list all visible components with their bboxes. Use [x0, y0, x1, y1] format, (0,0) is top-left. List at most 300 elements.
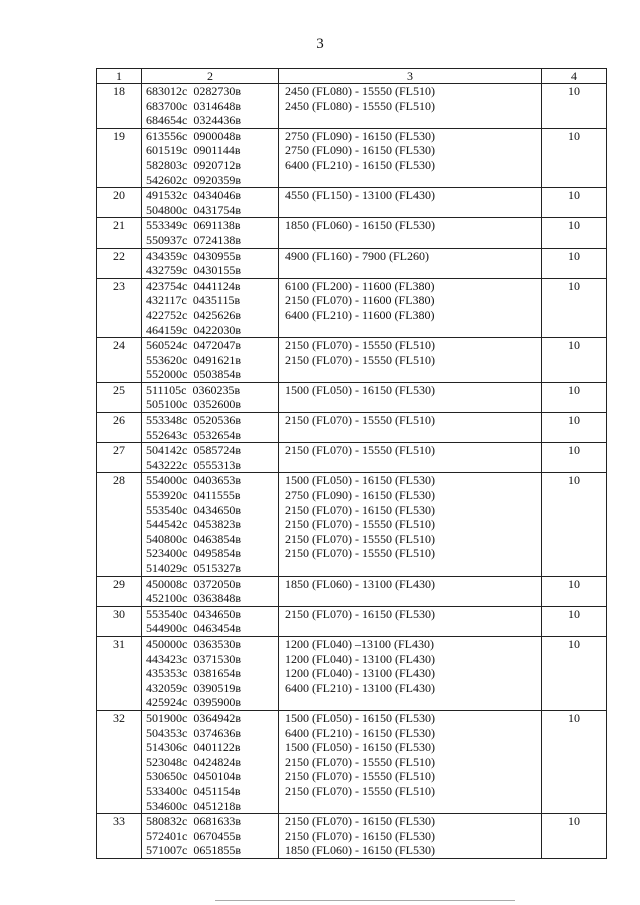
- coordinate-line: [142, 681, 278, 696]
- table-row: [97, 473, 607, 576]
- longitude: 0401122в: [193, 740, 241, 755]
- coordinate-line: [142, 607, 278, 622]
- latitude: 553349c: [146, 218, 188, 233]
- latitude: 550937c: [146, 232, 188, 247]
- count-cell: [542, 188, 607, 218]
- altitude-range-cell: [279, 473, 542, 576]
- longitude: 0472047в: [193, 338, 241, 353]
- coordinate-line: [142, 293, 278, 308]
- longitude: 0381654в: [193, 666, 241, 681]
- latitude: 572401c: [146, 828, 188, 843]
- longitude: 0411555в: [193, 488, 241, 503]
- table-row: [97, 814, 607, 859]
- coordinate-line: [142, 443, 278, 458]
- altitude-range: 2750 (FL090) - 16150 (FL530): [285, 128, 435, 143]
- longitude: 0515327в: [193, 561, 241, 575]
- altitude-range: 6400 (FL210) - 13100 (FL430): [285, 680, 435, 695]
- coordinate-line: [142, 561, 278, 576]
- altitude-range-cell: [279, 710, 542, 813]
- row-number: 21: [113, 218, 125, 233]
- latitude: 523400c: [146, 546, 188, 561]
- count-value: 10: [568, 710, 580, 725]
- longitude: 0900048в: [193, 128, 241, 143]
- latitude: 504142c: [146, 443, 188, 458]
- latitude: 613556c: [146, 128, 188, 143]
- altitude-range: 6400 (FL210) - 11600 (FL380): [285, 307, 435, 322]
- longitude: 0503854в: [193, 367, 241, 382]
- page-number: 3: [316, 36, 324, 52]
- altitude-range: 1850 (FL060) - 16150 (FL530): [285, 843, 435, 858]
- count-cell: [542, 443, 607, 473]
- count-cell: [542, 382, 607, 412]
- coordinate-line: [142, 488, 278, 503]
- altitude-range: 2150 (FL070) - 15550 (FL510): [285, 338, 435, 353]
- coordinate-line: [142, 263, 278, 278]
- row-number: 27: [113, 443, 125, 458]
- latitude: 514306c: [146, 740, 188, 755]
- altitude-range: 6100 (FL200) - 11600 (FL380): [285, 278, 435, 293]
- longitude: 0314648в: [193, 98, 241, 113]
- altitude-range: 2150 (FL070) - 15550 (FL510): [285, 443, 435, 458]
- latitude: 582803c: [146, 157, 188, 172]
- latitude: 450000c: [146, 636, 188, 651]
- table-row: [97, 636, 607, 710]
- latitude: 683012c: [146, 84, 188, 98]
- row-number-cell: [97, 218, 142, 248]
- latitude: 511105c: [146, 382, 187, 397]
- longitude: 0424824в: [193, 754, 241, 769]
- altitude-range: 2450 (FL080) - 15550 (FL510): [285, 84, 435, 98]
- count-value: 10: [568, 248, 580, 263]
- row-number-cell: [97, 443, 142, 473]
- altitude-range: 1500 (FL050) - 16150 (FL530): [285, 740, 435, 755]
- count-cell: [542, 128, 607, 187]
- table-body: [97, 69, 607, 859]
- longitude: 0450104в: [193, 769, 241, 784]
- count-cell: [542, 636, 607, 710]
- longitude: 0422030в: [193, 322, 241, 337]
- altitude-range: 6400 (FL210) - 16150 (FL530): [285, 725, 435, 740]
- latitude: 683700c: [146, 98, 188, 113]
- row-number: 31: [113, 636, 125, 651]
- coordinates-cell: [142, 188, 279, 218]
- altitude-range-cell: [279, 413, 542, 443]
- coordinate-line: [142, 726, 278, 741]
- altitude-range: 2150 (FL070) - 15550 (FL510): [285, 517, 435, 532]
- altitude-range: 1200 (FL040) - 13100 (FL430): [285, 666, 435, 681]
- longitude: 0435115в: [192, 293, 241, 308]
- longitude: 0691138в: [193, 218, 241, 233]
- coordinate-line: [142, 799, 278, 814]
- latitude: 425924c: [146, 695, 188, 710]
- altitude-range: 2150 (FL070) - 11600 (FL380): [285, 293, 435, 308]
- count-cell: [542, 338, 607, 383]
- count-cell: [542, 278, 607, 337]
- coordinate-line: [142, 203, 278, 218]
- coordinate-line: [142, 428, 278, 443]
- coordinate-line: [142, 84, 278, 99]
- altitude-range-cell: [279, 128, 542, 187]
- longitude: 0372050в: [193, 576, 241, 591]
- row-number-cell: [97, 606, 142, 636]
- coordinate-line: [142, 279, 278, 294]
- coordinate-line: [142, 503, 278, 518]
- coordinate-line: [142, 695, 278, 710]
- latitude: 422752c: [146, 307, 188, 322]
- count-cell: [542, 576, 607, 606]
- row-number: 18: [113, 84, 125, 98]
- coordinates-cell: [142, 636, 279, 710]
- latitude: 544900c: [146, 621, 188, 636]
- coordinate-line: [142, 458, 278, 473]
- latitude: 464159c: [146, 322, 188, 337]
- row-number-cell: [97, 814, 142, 859]
- coordinates-cell: [142, 710, 279, 813]
- coordinate-line: [142, 843, 278, 858]
- count-value: 10: [568, 128, 580, 143]
- coordinate-line: [142, 397, 278, 412]
- row-number: 30: [113, 606, 125, 621]
- coordinates-cell: [142, 814, 279, 859]
- altitude-range: 2150 (FL070) - 15550 (FL510): [285, 769, 435, 784]
- count-cell: [542, 473, 607, 576]
- coordinate-line: [142, 755, 278, 770]
- coordinate-line: [142, 829, 278, 844]
- longitude: 0434650в: [193, 502, 241, 517]
- latitude: 543222c: [146, 457, 188, 472]
- coordinates-cell: [142, 248, 279, 278]
- coordinate-line: [142, 517, 278, 532]
- coordinates-cell: [142, 473, 279, 576]
- latitude: 601519c: [146, 143, 188, 158]
- latitude: 505100c: [146, 397, 188, 412]
- latitude: 684654c: [146, 113, 188, 128]
- coordinate-line: [142, 188, 278, 203]
- latitude: 501900c: [146, 710, 188, 725]
- row-number-cell: [97, 188, 142, 218]
- latitude: 432117c: [146, 293, 187, 308]
- table-row: [97, 338, 607, 383]
- table-header-row: [97, 69, 607, 84]
- coordinates-cell: [142, 128, 279, 187]
- altitude-range: 2750 (FL090) - 16150 (FL530): [285, 143, 435, 158]
- longitude: 0360235в: [192, 382, 241, 397]
- longitude: 0670455в: [193, 828, 241, 843]
- coordinate-line: [142, 621, 278, 636]
- longitude: 0532654в: [193, 427, 241, 442]
- longitude: 0463854в: [193, 531, 241, 546]
- longitude: 0430955в: [193, 248, 241, 263]
- table-row: [97, 443, 607, 473]
- coordinates-cell: [142, 576, 279, 606]
- table-row: [97, 128, 607, 187]
- bottom-rule: [215, 900, 515, 901]
- count-value: 10: [568, 606, 580, 621]
- coordinate-line: [142, 233, 278, 248]
- longitude: 0901144в: [193, 143, 241, 158]
- table-row: [97, 382, 607, 412]
- altitude-range: 1500 (FL050) - 16150 (FL530): [285, 473, 435, 488]
- longitude: 0364942в: [193, 710, 241, 725]
- altitude-range: 1200 (FL040) - 13100 (FL430): [285, 651, 435, 666]
- count-value: 10: [568, 636, 580, 651]
- row-number: 24: [113, 338, 125, 353]
- latitude: 504353c: [146, 725, 188, 740]
- altitude-range: 4550 (FL150) - 13100 (FL430): [285, 188, 435, 203]
- latitude: 554000c: [146, 473, 188, 488]
- latitude: 552643c: [146, 427, 188, 442]
- latitude: 553540c: [146, 606, 188, 621]
- count-cell: [542, 84, 607, 129]
- latitude: 553348c: [146, 413, 188, 428]
- table-row: [97, 710, 607, 813]
- altitude-range: 1850 (FL060) - 13100 (FL430): [285, 576, 435, 591]
- coordinate-line: [142, 769, 278, 784]
- altitude-range-cell: [279, 218, 542, 248]
- latitude: 540800c: [146, 531, 188, 546]
- coordinate-line: [142, 143, 278, 158]
- altitude-range: 1850 (FL060) - 16150 (FL530): [285, 218, 435, 233]
- longitude: 0451154в: [193, 783, 241, 798]
- table-row: [97, 84, 607, 129]
- latitude: 553920c: [146, 488, 188, 503]
- latitude: 491532c: [146, 188, 188, 203]
- altitude-range: 2150 (FL070) - 16150 (FL530): [285, 606, 435, 621]
- coordinate-line: [142, 173, 278, 188]
- coordinate-line: [142, 577, 278, 592]
- row-number: 29: [113, 576, 125, 591]
- longitude: 0425626в: [193, 307, 241, 322]
- latitude: 553540c: [146, 502, 188, 517]
- row-number-cell: [97, 84, 142, 129]
- latitude: 560524c: [146, 338, 188, 353]
- altitude-range-cell: [279, 84, 542, 129]
- altitude-range-cell: [279, 278, 542, 337]
- row-number: 25: [113, 382, 125, 397]
- count-value: 10: [568, 218, 580, 233]
- altitude-range-cell: [279, 814, 542, 859]
- coordinate-line: [142, 218, 278, 233]
- row-number-cell: [97, 710, 142, 813]
- longitude: 0495854в: [193, 546, 241, 561]
- coordinate-line: [142, 740, 278, 755]
- row-number: 26: [113, 413, 125, 428]
- coordinate-line: [142, 158, 278, 173]
- altitude-range: 2150 (FL070) - 16150 (FL530): [285, 828, 435, 843]
- count-value: 10: [568, 278, 580, 293]
- altitude-range: 2150 (FL070) - 15550 (FL510): [285, 754, 435, 769]
- altitude-range: 2750 (FL090) - 16150 (FL530): [285, 488, 435, 503]
- latitude: 533400c: [146, 783, 188, 798]
- row-number-cell: [97, 413, 142, 443]
- column-header-2: 2: [142, 69, 279, 84]
- longitude: 0451218в: [193, 798, 241, 813]
- row-number: 28: [113, 473, 125, 488]
- altitude-range: 2150 (FL070) - 15550 (FL510): [285, 531, 435, 546]
- altitude-range: 1500 (FL050) - 16150 (FL530): [285, 382, 435, 397]
- longitude: 0352600в: [193, 397, 241, 412]
- row-number-cell: [97, 338, 142, 383]
- altitude-range-cell: [279, 248, 542, 278]
- latitude: 552000c: [146, 367, 188, 382]
- count-value: 10: [568, 443, 580, 458]
- longitude: 0453823в: [193, 517, 241, 532]
- count-cell: [542, 248, 607, 278]
- altitude-range: 2450 (FL080) - 15550 (FL510): [285, 98, 435, 113]
- altitude-range: 2150 (FL070) - 16150 (FL530): [285, 502, 435, 517]
- count-value: 10: [568, 413, 580, 428]
- coordinate-line: [142, 637, 278, 652]
- row-number: 23: [113, 278, 125, 293]
- longitude: 0463454в: [193, 621, 241, 636]
- latitude: 434359c: [146, 248, 188, 263]
- coordinate-line: [142, 711, 278, 726]
- altitude-range: 4900 (FL160) - 7900 (FL260): [285, 248, 429, 263]
- table-row: [97, 218, 607, 248]
- altitude-range-cell: [279, 636, 542, 710]
- coordinates-cell: [142, 338, 279, 383]
- count-value: 10: [568, 473, 580, 488]
- latitude: 452100c: [146, 591, 188, 606]
- longitude: 0324436в: [193, 113, 241, 128]
- longitude: 0434046в: [193, 188, 241, 203]
- row-number-cell: [97, 278, 142, 337]
- row-number: 22: [113, 248, 125, 263]
- row-number: 20: [113, 188, 125, 203]
- latitude: 534600c: [146, 798, 188, 813]
- altitude-range-cell: [279, 606, 542, 636]
- table-row: [97, 278, 607, 337]
- longitude: 0920359в: [193, 172, 241, 187]
- count-cell: [542, 218, 607, 248]
- altitude-range: 2150 (FL070) - 15550 (FL510): [285, 546, 435, 561]
- altitude-range: 2150 (FL070) - 15550 (FL510): [285, 783, 435, 798]
- coordinate-line: [142, 323, 278, 338]
- coordinates-cell: [142, 413, 279, 443]
- latitude: 432759c: [146, 263, 188, 278]
- longitude: 0390519в: [193, 680, 241, 695]
- latitude: 435353c: [146, 666, 188, 681]
- longitude: 0681633в: [193, 814, 241, 829]
- row-number-cell: [97, 636, 142, 710]
- longitude: 0363848в: [193, 591, 241, 606]
- longitude: 0555313в: [193, 457, 241, 472]
- longitude: 0403653в: [193, 473, 241, 488]
- longitude: 0282730в: [193, 84, 241, 98]
- altitude-range-cell: [279, 576, 542, 606]
- row-number: 32: [113, 710, 125, 725]
- latitude: 553620c: [146, 352, 188, 367]
- latitude: 450008c: [146, 576, 188, 591]
- column-header-3: 3: [279, 69, 542, 84]
- coordinate-line: [142, 814, 278, 829]
- altitude-range: 2150 (FL070) - 15550 (FL510): [285, 413, 435, 428]
- coordinates-cell: [142, 218, 279, 248]
- coordinate-line: [142, 99, 278, 114]
- coordinate-line: [142, 532, 278, 547]
- longitude: 0920712в: [193, 157, 241, 172]
- coordinate-line: [142, 113, 278, 128]
- latitude: 514029c: [146, 561, 188, 575]
- altitude-range: 1500 (FL050) - 16150 (FL530): [285, 710, 435, 725]
- latitude: 542602c: [146, 172, 188, 187]
- coordinates-cell: [142, 606, 279, 636]
- table-row: [97, 576, 607, 606]
- coordinate-line: [142, 546, 278, 561]
- longitude: 0585724в: [193, 443, 241, 458]
- coordinate-line: [142, 473, 278, 488]
- altitude-range-cell: [279, 338, 542, 383]
- count-value: 10: [568, 84, 580, 98]
- count-value: 10: [568, 814, 580, 829]
- coordinate-line: [142, 413, 278, 428]
- column-header-4: 4: [542, 69, 607, 84]
- latitude: 580832c: [146, 814, 188, 829]
- latitude: 423754c: [146, 278, 188, 293]
- longitude: 0371530в: [193, 651, 241, 666]
- count-cell: [542, 606, 607, 636]
- count-cell: [542, 710, 607, 813]
- longitude: 0724138в: [193, 232, 241, 247]
- row-number: 19: [113, 128, 125, 143]
- coordinate-line: [142, 652, 278, 667]
- longitude: 0430155в: [193, 263, 241, 278]
- latitude: 530650c: [146, 769, 188, 784]
- coordinate-line: [142, 338, 278, 353]
- row-number-cell: [97, 576, 142, 606]
- coordinates-cell: [142, 84, 279, 129]
- altitude-range: 1200 (FL040) –13100 (FL430): [285, 636, 434, 651]
- row-number: 33: [113, 814, 125, 829]
- count-value: 10: [568, 576, 580, 591]
- coordinates-cell: [142, 443, 279, 473]
- longitude: 0434650в: [193, 606, 241, 621]
- coordinate-line: [142, 129, 278, 144]
- longitude: 0491621в: [193, 352, 241, 367]
- coordinate-line: [142, 353, 278, 368]
- coordinate-line: [142, 367, 278, 382]
- altitude-range-cell: [279, 382, 542, 412]
- latitude: 523048c: [146, 754, 188, 769]
- count-cell: [542, 413, 607, 443]
- coordinate-line: [142, 249, 278, 264]
- count-value: 10: [568, 188, 580, 203]
- longitude: 0395900в: [193, 695, 241, 710]
- altitude-range: 6400 (FL210) - 16150 (FL530): [285, 157, 435, 172]
- latitude: 432059c: [146, 680, 188, 695]
- row-number-cell: [97, 128, 142, 187]
- longitude: 0374636в: [193, 725, 241, 740]
- altitude-range: 2150 (FL070) - 16150 (FL530): [285, 814, 435, 829]
- count-value: 10: [568, 338, 580, 353]
- count-value: 10: [568, 382, 580, 397]
- altitude-range: 2150 (FL070) - 15550 (FL510): [285, 352, 435, 367]
- longitude: 0441124в: [193, 278, 241, 293]
- coordinate-line: [142, 308, 278, 323]
- longitude: 0520536в: [193, 413, 241, 428]
- longitude: 0651855в: [193, 843, 241, 858]
- table-row: [97, 188, 607, 218]
- coordinate-line: [142, 666, 278, 681]
- coordinate-line: [142, 383, 278, 398]
- coordinate-line: [142, 784, 278, 799]
- coordinates-cell: [142, 382, 279, 412]
- altitude-range-cell: [279, 443, 542, 473]
- coordinate-line: [142, 591, 278, 606]
- row-number-cell: [97, 473, 142, 576]
- column-header-1: 1: [97, 69, 142, 84]
- table-row: [97, 606, 607, 636]
